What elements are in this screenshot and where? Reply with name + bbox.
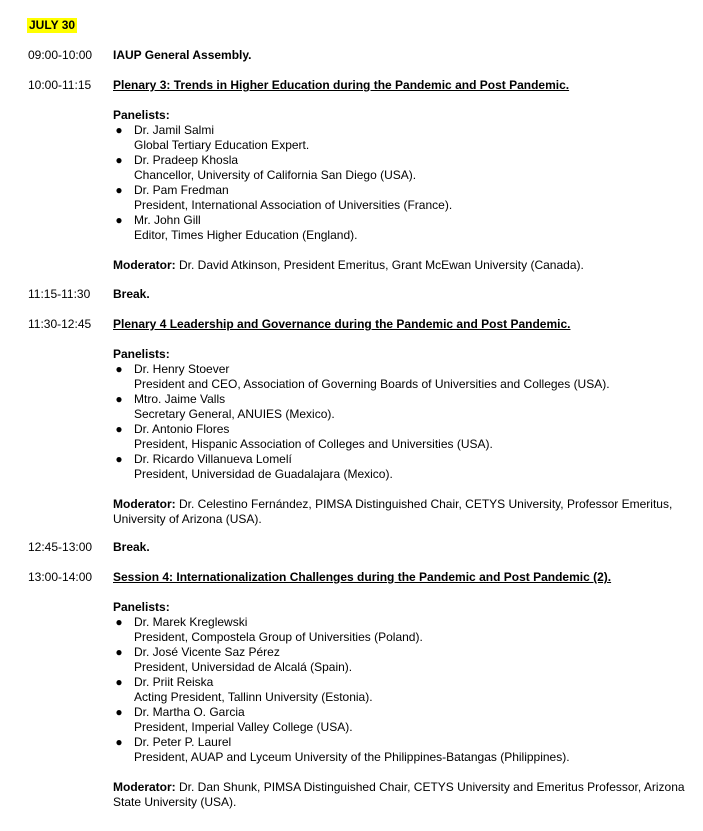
panelist-item — [113, 213, 693, 243]
panelists-label: Panelists: — [113, 108, 170, 122]
panelist-item — [113, 422, 693, 452]
panelist-item — [113, 183, 693, 213]
panelist-role: President and CEO, Association of Governing Boards of Universities and Colleges (USA). — [134, 377, 610, 391]
panelist-role: Secretary General, ANUIES (Mexico). — [134, 407, 335, 421]
bullet-icon: ● — [115, 452, 123, 466]
bullet-icon: ● — [115, 422, 123, 436]
panelist-name: Dr. Priit Reiska — [134, 675, 214, 689]
bullet-icon: ● — [115, 645, 123, 659]
session-title: Plenary 3: Trends in Higher Education during the Pandemic and Post Pandemic. — [113, 78, 570, 92]
panelist-role: President, Universidad de Guadalajara (Mexico). — [134, 467, 393, 481]
bullet-icon: ● — [115, 735, 123, 749]
panelist-item — [113, 615, 693, 645]
bullet-icon: ● — [115, 615, 123, 629]
panelist-role: President, International Association of Universities (France). — [134, 198, 453, 212]
panelist-item — [113, 123, 693, 153]
panelist-name: Mr. John Gill — [134, 213, 201, 227]
bullet-icon: ● — [115, 183, 123, 197]
bullet-icon: ● — [115, 153, 123, 167]
bullet-icon: ● — [115, 123, 123, 137]
panelist-name: Dr. Marek Kreglewski — [134, 615, 248, 629]
session-title: Break. — [113, 540, 150, 554]
panelist-item — [113, 645, 693, 675]
moderator-label: Moderator: — [113, 258, 176, 272]
panelist-role: President, Imperial Valley College (USA). — [134, 720, 353, 734]
moderator-line — [113, 780, 688, 810]
moderator-label: Moderator: — [113, 780, 176, 794]
panelist-item — [113, 452, 693, 482]
panelists-label: Panelists: — [113, 347, 170, 361]
session-title: Plenary 4 Leadership and Governance during the Pandemic and Post Pandemic. — [113, 317, 571, 331]
panelist-role: Chancellor, University of California San Diego (USA). — [134, 168, 417, 182]
panelist-role: President, AUAP and Lyceum University of the Philippines-Batangas (Philippines). — [134, 750, 570, 764]
panelist-name: Dr. Pradeep Khosla — [134, 153, 239, 167]
panelists-label: Panelists: — [113, 600, 170, 614]
panelist-name: Dr. Antonio Flores — [134, 422, 230, 436]
moderator-label: Moderator: — [113, 497, 176, 511]
panelist-name: Dr. José Vicente Saz Pérez — [134, 645, 280, 659]
session-time: 13:00-14:00 — [28, 570, 93, 584]
panelist-item — [113, 705, 693, 735]
bullet-icon: ● — [115, 705, 123, 719]
panelist-item — [113, 153, 693, 183]
panelist-name: Dr. Martha O. Garcia — [134, 705, 245, 719]
bullet-icon: ● — [115, 213, 123, 227]
session-time: 11:15-11:30 — [28, 287, 91, 301]
panelist-item — [113, 362, 693, 392]
panelist-role: Global Tertiary Education Expert. — [134, 138, 310, 152]
moderator-text: Dr. Celestino Fernández, PIMSA Distinguished Chair, CETYS University, Professor Emeritus, University of Arizona (USA). — [113, 497, 673, 526]
panelist-item — [113, 392, 693, 422]
panelist-name: Dr. Jamil Salmi — [134, 123, 215, 137]
panelist-name: Dr. Henry Stoever — [134, 362, 230, 376]
session-time: 09:00-10:00 — [28, 48, 93, 62]
panelist-role: President, Hispanic Association of Colleges and Universities (USA). — [134, 437, 493, 451]
moderator-line — [113, 258, 693, 273]
session-time: 11:30-12:45 — [28, 317, 92, 331]
panelist-item — [113, 675, 693, 705]
bullet-icon: ● — [115, 675, 123, 689]
panelist-name: Mtro. Jaime Valls — [134, 392, 226, 406]
day-heading: JULY 30 — [29, 18, 76, 32]
session-time: 12:45-13:00 — [28, 540, 93, 554]
panelist-role: Editor, Times Higher Education (England). — [134, 228, 358, 242]
panelist-name: Dr. Peter P. Laurel — [134, 735, 232, 749]
session-time: 10:00-11:15 — [28, 78, 92, 92]
panelist-item — [113, 735, 693, 765]
panelist-role: Acting President, Tallinn University (Estonia). — [134, 690, 373, 704]
moderator-text: Dr. David Atkinson, President Emeritus, Grant McEwan University (Canada). — [179, 258, 584, 272]
session-title: IAUP General Assembly. — [113, 48, 252, 62]
moderator-text: Dr. Dan Shunk, PIMSA Distinguished Chair, CETYS University and Emeritus Professor, Arizona State University (USA). — [113, 780, 685, 809]
bullet-icon: ● — [115, 392, 123, 406]
session-title: Session 4: Internationalization Challenges during the Pandemic and Post Pandemic (2). — [113, 570, 612, 584]
panelist-name: Dr. Pam Fredman — [134, 183, 229, 197]
moderator-line — [113, 497, 688, 527]
bullet-icon: ● — [115, 362, 123, 376]
panelist-role: President, Compostela Group of Universities (Poland). — [134, 630, 423, 644]
session-title: Break. — [113, 287, 150, 301]
panelist-name: Dr. Ricardo Villanueva Lomelí — [134, 452, 292, 466]
panelist-role: President, Universidad de Alcalá (Spain). — [134, 660, 353, 674]
